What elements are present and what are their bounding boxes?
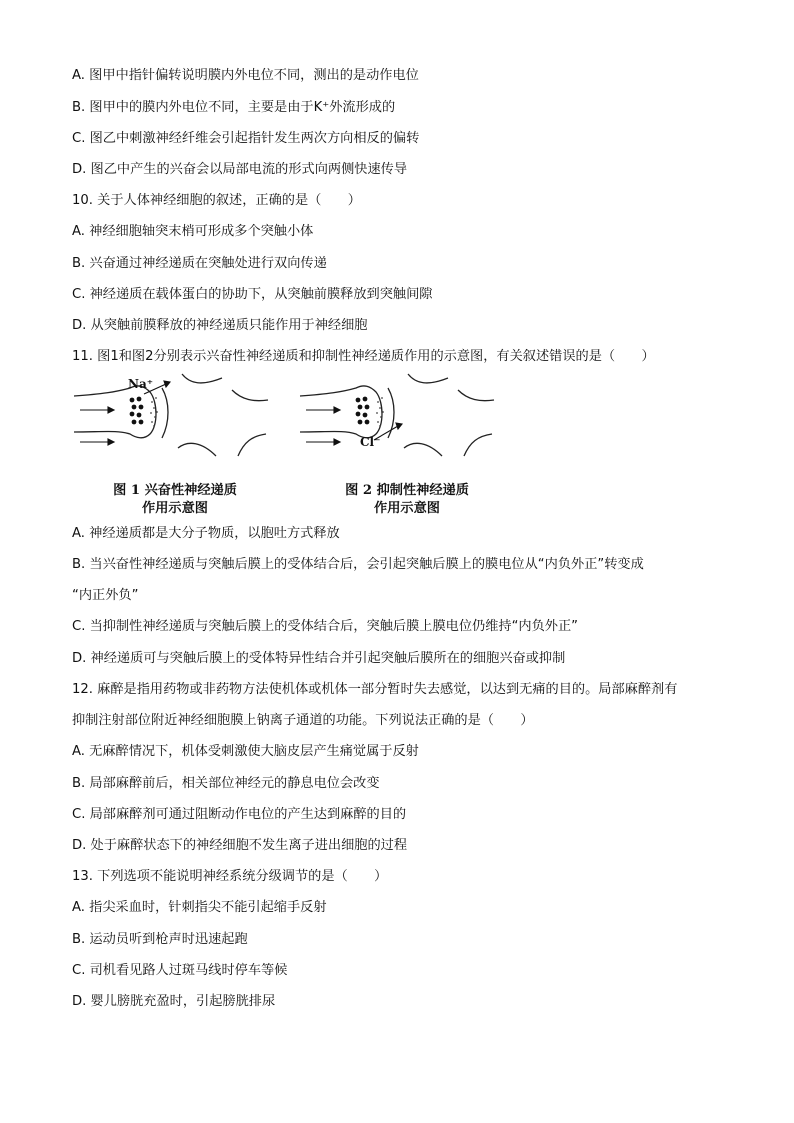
figure-1-ion-label: Na⁺ xyxy=(128,377,154,391)
q10-stem: 10. 关于人体神经细胞的叙述，正确的是（ ） xyxy=(72,193,361,208)
figure-1-excitatory-synapse xyxy=(72,372,272,458)
q10-option-d: D. 从突触前膜释放的神经递质只能作用于神经细胞 xyxy=(72,318,368,333)
q13-option-a: A. 指尖采血时，针刺指尖不能引起缩手反射 xyxy=(72,900,327,915)
q11-option-b-continued: “内正外负” xyxy=(72,588,139,603)
q11-option-d: D. 神经递质可与突触后膜上的受体特异性结合并引起突触后膜所在的细胞兴奋或抑制 xyxy=(72,651,566,666)
q9-option-b: B. 图甲中的膜内外电位不同，主要是由于K⁺外流形成的 xyxy=(72,100,396,115)
q9-option-c: C. 图乙中刺激神经纤维会引起指针发生两次方向相反的偏转 xyxy=(72,131,420,146)
q11-stem: 11. 图1和图2分别表示兴奋性神经递质和抑制性神经递质作用的示意图，有关叙述错误的是（ ） xyxy=(72,349,655,364)
q9-option-a: A. 图甲中指针偏转说明膜内外电位不同，测出的是动作电位 xyxy=(72,68,419,83)
q11-option-a: A. 神经递质都是大分子物质，以胞吐方式释放 xyxy=(72,526,340,541)
figure-2-inhibitory-synapse xyxy=(298,372,498,458)
figure-1-caption-line2: 作用示意图 xyxy=(142,501,208,516)
q12-stem-line1: 12. 麻醉是指用药物或非药物方法使机体或机体一部分暂时失去感觉，以达到无痛的目的。局部麻醉剂有 xyxy=(72,682,678,697)
q12-stem-line2: 抑制注射部位附近神经细胞膜上钠离子通道的功能。下列说法正确的是（ ） xyxy=(72,713,534,728)
figure-2-caption-line2: 作用示意图 xyxy=(374,501,440,516)
q11-option-c: C. 当抑制性神经递质与突触后膜上的受体结合后，突触后膜上膜电位仍维持“内负外正” xyxy=(72,619,579,634)
q13-stem: 13. 下列选项不能说明神经系统分级调节的是（ ） xyxy=(72,869,388,884)
q13-option-b: B. 运动员听到枪声时迅速起跑 xyxy=(72,932,248,947)
q12-option-c: C. 局部麻醉剂可通过阻断动作电位的产生达到麻醉的目的 xyxy=(72,807,407,822)
figure-2-caption-line1: 图 2 抑制性神经递质 xyxy=(345,483,469,498)
q9-option-d: D. 图乙中产生的兴奋会以局部电流的形式向两侧快速传导 xyxy=(72,162,408,177)
q12-option-b: B. 局部麻醉前后，相关部位神经元的静息电位会改变 xyxy=(72,776,380,791)
q10-option-b: B. 兴奋通过神经递质在突触处进行双向传递 xyxy=(72,256,327,271)
figure-1-caption-line1: 图 1 兴奋性神经递质 xyxy=(113,483,237,498)
q13-option-c: C. 司机看见路人过斑马线时停车等候 xyxy=(72,963,288,978)
q11-option-b: B. 当兴奋性神经递质与突触后膜上的受体结合后，会引起突触后膜上的膜电位从“内负外正”转变成 xyxy=(72,557,644,572)
q10-option-a: A. 神经细胞轴突末梢可形成多个突触小体 xyxy=(72,224,314,239)
q10-option-c: C. 神经递质在载体蛋白的协助下，从突触前膜释放到突触间隙 xyxy=(72,287,433,302)
q13-option-d: D. 婴儿膀胱充盈时，引起膀胱排尿 xyxy=(72,994,276,1009)
figure-2-ion-label: Cl⁻ xyxy=(360,435,381,449)
q12-option-d: D. 处于麻醉状态下的神经细胞不发生离子进出细胞的过程 xyxy=(72,838,408,853)
q12-option-a: A. 无麻醉情况下，机体受刺激使大脑皮层产生痛觉属于反射 xyxy=(72,744,419,759)
